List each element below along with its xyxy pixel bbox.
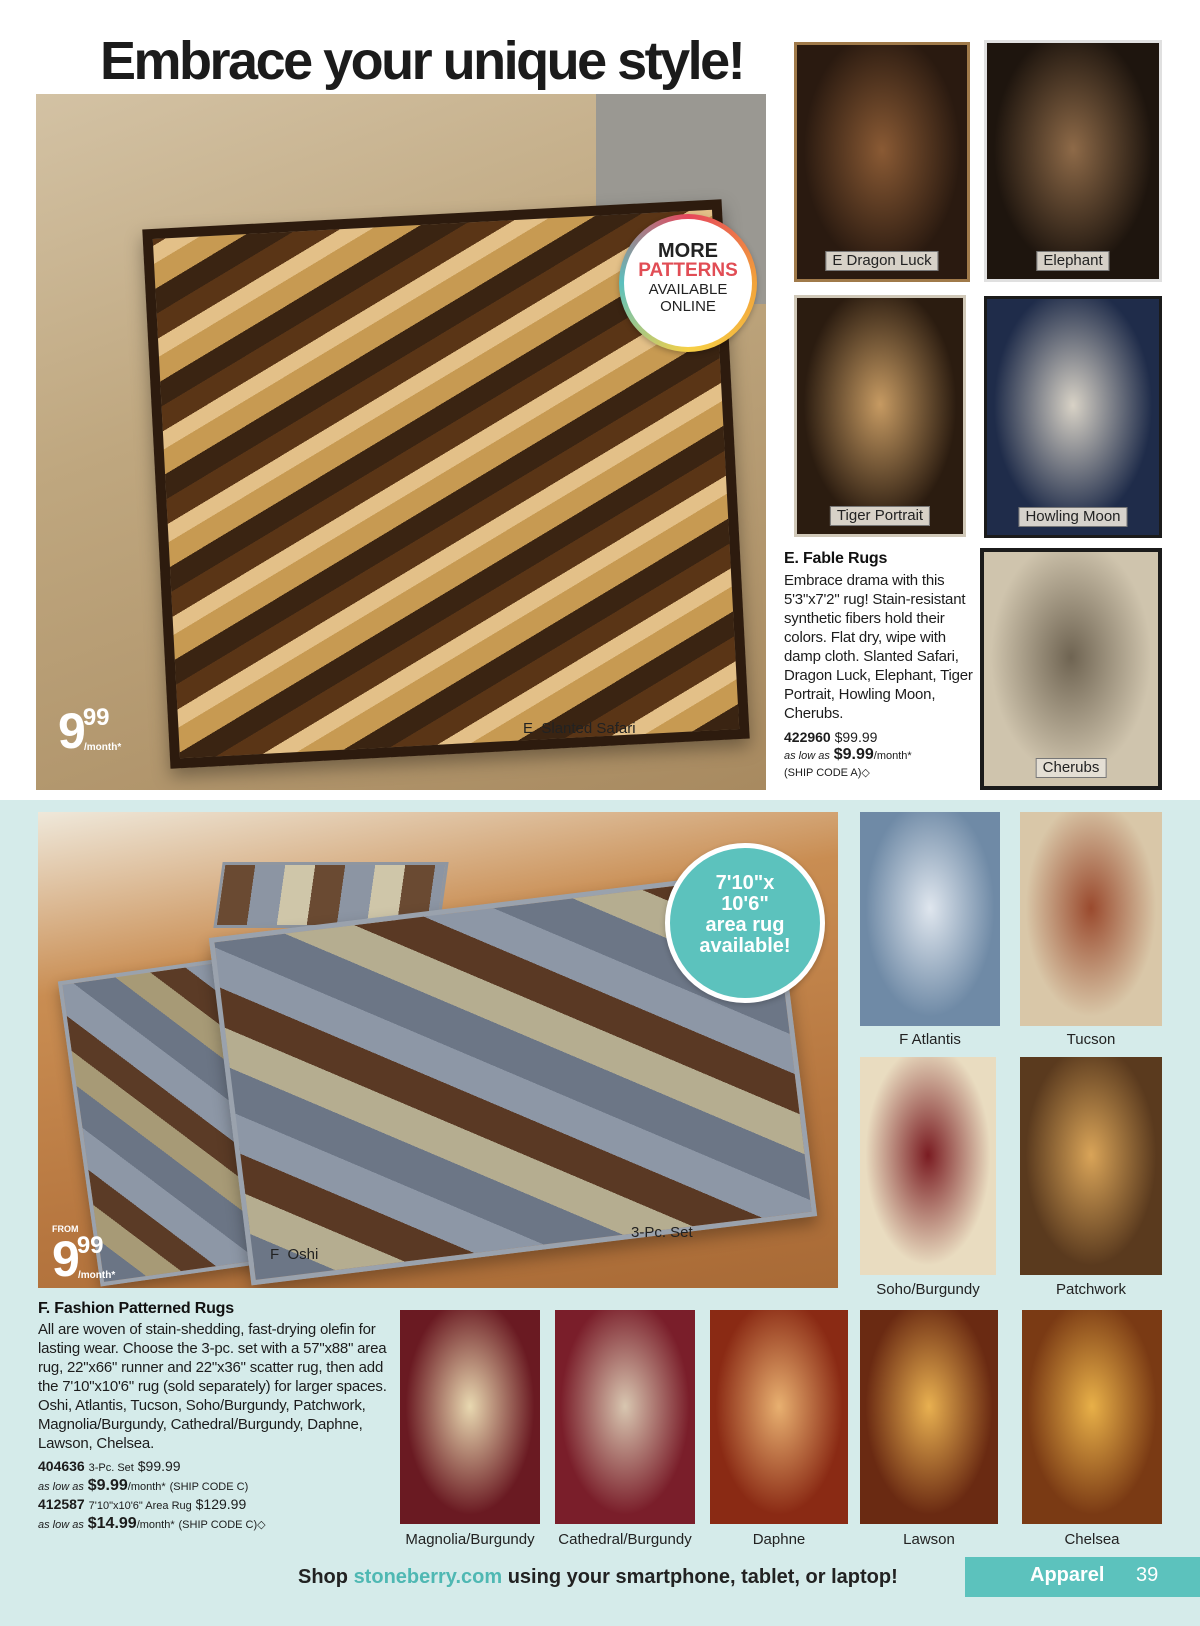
thumb-label-patchwork: Patchwork [1055, 1281, 1127, 1298]
caption-letter: F [270, 1246, 280, 1263]
product-title: E. Fable Rugs [784, 550, 888, 567]
thumb-magnolia-burgundy[interactable] [400, 1310, 540, 1524]
price-cents: 99 [82, 704, 110, 731]
item-price: $129.99 [195, 1496, 247, 1512]
sku-desc: 7'10"x10'6" Area Rug [88, 1500, 192, 1512]
thumb-label-lawson: Lawson [903, 1531, 955, 1548]
monthly-line-2 [38, 1515, 388, 1534]
thumb-lawson[interactable] [860, 1310, 998, 1524]
product-title: F. Fashion Patterned Rugs [38, 1300, 234, 1317]
bubble-line-4: available! [699, 935, 791, 957]
thumb-label: Howling Moon [1018, 507, 1127, 527]
fable-rugs-description [784, 550, 974, 782]
thumb-cherubs[interactable] [980, 548, 1162, 790]
thumb-howling-moon[interactable] [984, 296, 1162, 538]
monthly-price: $9.99 [833, 746, 874, 763]
as-low-as: as low as [38, 1481, 84, 1493]
per-month: /month* [127, 1481, 166, 1493]
price-badge [58, 703, 122, 759]
fashion-rugs-description [38, 1300, 388, 1534]
sku-line [784, 729, 974, 746]
site-link[interactable]: stoneberry.com [353, 1566, 503, 1588]
bubble-line-4: ONLINE [660, 298, 716, 315]
thumb-label: Elephant [1036, 251, 1109, 271]
sku: 412587 [38, 1496, 85, 1512]
bubble-line-2: 10'6" [721, 893, 769, 915]
thumb-patchwork[interactable] [1020, 1057, 1162, 1275]
thumb-label-chelsea: Chelsea [1064, 1531, 1120, 1548]
price-dollars: 9 [52, 1231, 77, 1287]
thumb-soho-burgundy[interactable] [860, 1057, 996, 1275]
thumb-elephant[interactable] [984, 40, 1162, 282]
monthly-line [784, 746, 974, 765]
as-low-as: as low as [38, 1519, 84, 1531]
thumb-tiger-portrait[interactable] [794, 295, 966, 537]
price-from: FROM [52, 1224, 79, 1234]
more-patterns-bubble[interactable] [619, 214, 757, 352]
thumb-label-magnolia: Magnolia/Burgundy [405, 1531, 535, 1548]
monthly-price: $14.99 [87, 1515, 137, 1532]
sku-line-2 [38, 1496, 388, 1515]
ship-code: (SHIP CODE A)◇ [784, 767, 870, 779]
monthly-price: $9.99 [87, 1477, 128, 1494]
sku-line-1 [38, 1458, 388, 1477]
thumb-tucson[interactable] [1020, 812, 1162, 1026]
sku: 404636 [38, 1458, 85, 1474]
product-body: Embrace drama with this 5'3"x7'2" rug! Stain-resistant synthetic fibers hold their colors. Flat dry, wipe with damp cloth. Slanted Safari, Dragon Luck, Elephant, Tiger Portrait, Howling Moon, Cherubs. [784, 572, 973, 722]
area-rug-size-bubble[interactable] [665, 843, 825, 1003]
price-dollars: 9 [58, 703, 83, 759]
sku: 422960 [784, 729, 831, 745]
thumb-chelsea[interactable] [1022, 1310, 1162, 1524]
thumb-atlantis[interactable] [860, 812, 1000, 1026]
caption-name: Slanted Safari [541, 720, 636, 737]
as-low-as: as low as [784, 750, 830, 762]
price-badge [52, 1224, 116, 1287]
thumb-label: Cherubs [1036, 758, 1107, 778]
thumb-label-cathedral: Cathedral/Burgundy [558, 1531, 692, 1548]
thumb-label-daphne: Daphne [752, 1531, 806, 1548]
price-cents: 99 [76, 1232, 104, 1259]
bubble-line-1: MORE [658, 240, 718, 262]
bubble-line-1: 7'10"x [715, 872, 775, 894]
caption-letter: E [523, 720, 534, 737]
thumb-dragon-luck[interactable] [794, 42, 970, 282]
thumb-label-soho: Soho/Burgundy [876, 1281, 980, 1298]
shop-rest: using your smartphone, tablet, or laptop! [507, 1566, 898, 1588]
thumb-cathedral-burgundy[interactable] [555, 1310, 695, 1524]
price-unit: /month* [78, 1270, 116, 1281]
bubble-line-3: AVAILABLE [648, 281, 728, 298]
item-price: $99.99 [834, 729, 878, 745]
thumb-daphne[interactable] [710, 1310, 848, 1524]
thumb-label-atlantis: F Atlantis [899, 1031, 961, 1048]
price-unit: /month* [84, 742, 122, 753]
bubble-line-3: area rug [705, 914, 785, 936]
product-body: All are woven of stain-shedding, fast-drying olefin for lasting wear. Choose the 3-pc. set with a 57"x88" area rug, 22"x66" runner and 22"x36" scatter rug, then add the 7'10"x10'6" rug (sold separately) for larger spaces. Oshi, Atlantis, Tucson, Soho/Burgundy, Patchwork, Magnolia/Burgundy, Cathedral/Burgundy, Daphne, Lawson, Chelsea. [38, 1321, 387, 1452]
hero-caption [523, 720, 636, 737]
bubble-line-2: PATTERNS [638, 260, 738, 281]
hero-caption [270, 1246, 318, 1263]
section-name: Apparel [1030, 1564, 1105, 1586]
monthly-line-1 [38, 1477, 388, 1496]
slanted-safari-hero-image[interactable] [36, 94, 766, 790]
caption-name: Oshi [287, 1246, 319, 1263]
set-caption: 3-Pc. Set [631, 1224, 693, 1241]
thumb-label: E Dragon Luck [825, 251, 938, 271]
sku-desc: 3-Pc. Set [88, 1462, 134, 1474]
page-headline: Embrace your unique style! [100, 31, 744, 91]
thumb-label: Tiger Portrait [830, 506, 930, 526]
ship-code: (SHIP CODE C) [169, 1481, 249, 1493]
shop-online-line [298, 1566, 898, 1589]
thumb-label-tucson: Tucson [1066, 1031, 1116, 1048]
per-month: /month* [136, 1519, 175, 1531]
item-price: $99.99 [137, 1458, 181, 1474]
per-month: /month* [873, 750, 912, 762]
shop-word: Shop [298, 1566, 348, 1588]
ship-code: (SHIP CODE C)◇ [178, 1519, 266, 1531]
page-number: 39 [1136, 1564, 1159, 1586]
